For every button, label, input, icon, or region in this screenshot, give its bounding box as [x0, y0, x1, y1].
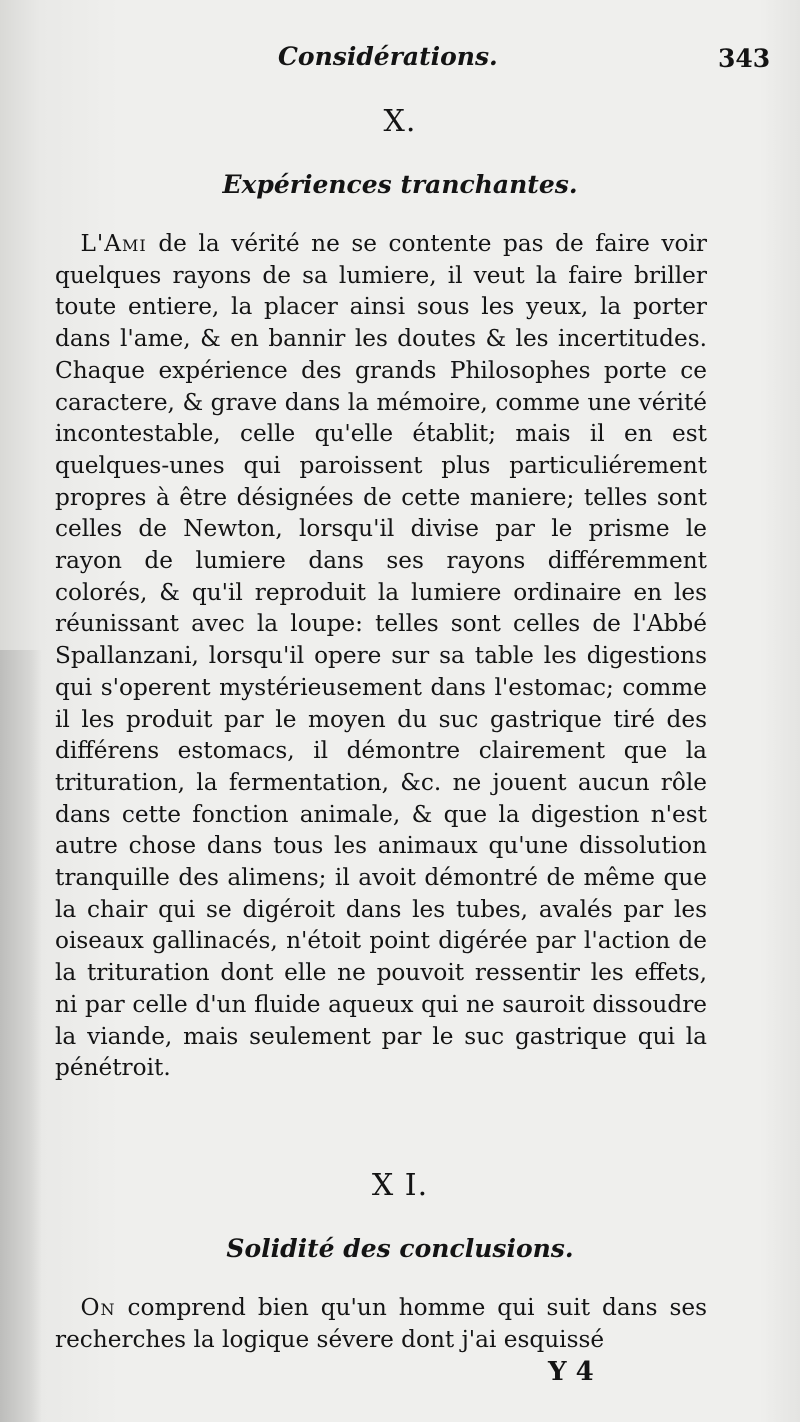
signature-mark: Y 4: [548, 1357, 594, 1387]
page-edge-shadow: [0, 650, 42, 1422]
paragraph-lead: L'Ami: [80, 230, 147, 257]
running-head: [0, 42, 800, 82]
paragraph: [55, 1292, 707, 1355]
paragraph-lead: On: [80, 1294, 116, 1321]
section-title-x: Expériences tranchantes.: [222, 170, 578, 199]
page-number: 343: [718, 44, 771, 73]
running-title: Considérations.: [278, 42, 498, 71]
section-number-xi: X I.: [371, 1168, 429, 1203]
paragraph: [55, 228, 707, 1084]
paragraph-text: comprend bien qu'un homme qui suit dans ses recherches la logique sévere dont j'ai esquissé: [55, 1294, 708, 1353]
section-number-x: X.: [383, 104, 417, 139]
section-xi-body: [55, 1292, 707, 1355]
section-x-body: [55, 228, 707, 1084]
paragraph-text: de la vérité ne se contente pas de faire voir quelques rayons de sa lumiere, il veut la faire briller toute entiere, la placer ainsi sous les yeux, la porter dans l'ame, & en bannir les doutes & les incertitudes. Chaque expérience des grands Philosophes porte ce caractere, & grave dans la mémoire, comme une vérité incontestable, celle qu'elle établit; mais il en est quelques-unes qui paroissent plus particuliérement propres à être désignées de cette maniere; telles sont celles de Newton, lorsqu'il divise par le prisme le rayon de lumiere dans ses rayons différemment colorés, & qu'il reproduit la lumiere ordinaire en les réunissant avec la loupe: telles sont celles de l'Abbé Spallanzani, lorsqu'il opere sur sa table les digestions qui s'operent mystérieusement dans l'estomac; comme il les produit par le moyen du suc gastrique tiré des différens estomacs, il démontre clairement que la trituration, la fermentation, &c. ne jouent aucun rôle dans cette fonction animale, & que la digestion n'est autre chose dans tous les animaux qu'une dissolution tranquille des alimens; il avoit démontré de même que la chair qui se digéroit dans les tubes, avalés par les oiseaux gallinacés, n'étoit point digérée par l'action de la trituration dont elle ne pouvoit ressentir les effets, ni par celle d'un fluide aqueux qui ne sauroit dissoudre la viande, mais seulement par le suc gastrique qui la pénétroit.: [55, 230, 707, 1082]
section-title-xi: Solidité des conclusions.: [226, 1234, 574, 1263]
